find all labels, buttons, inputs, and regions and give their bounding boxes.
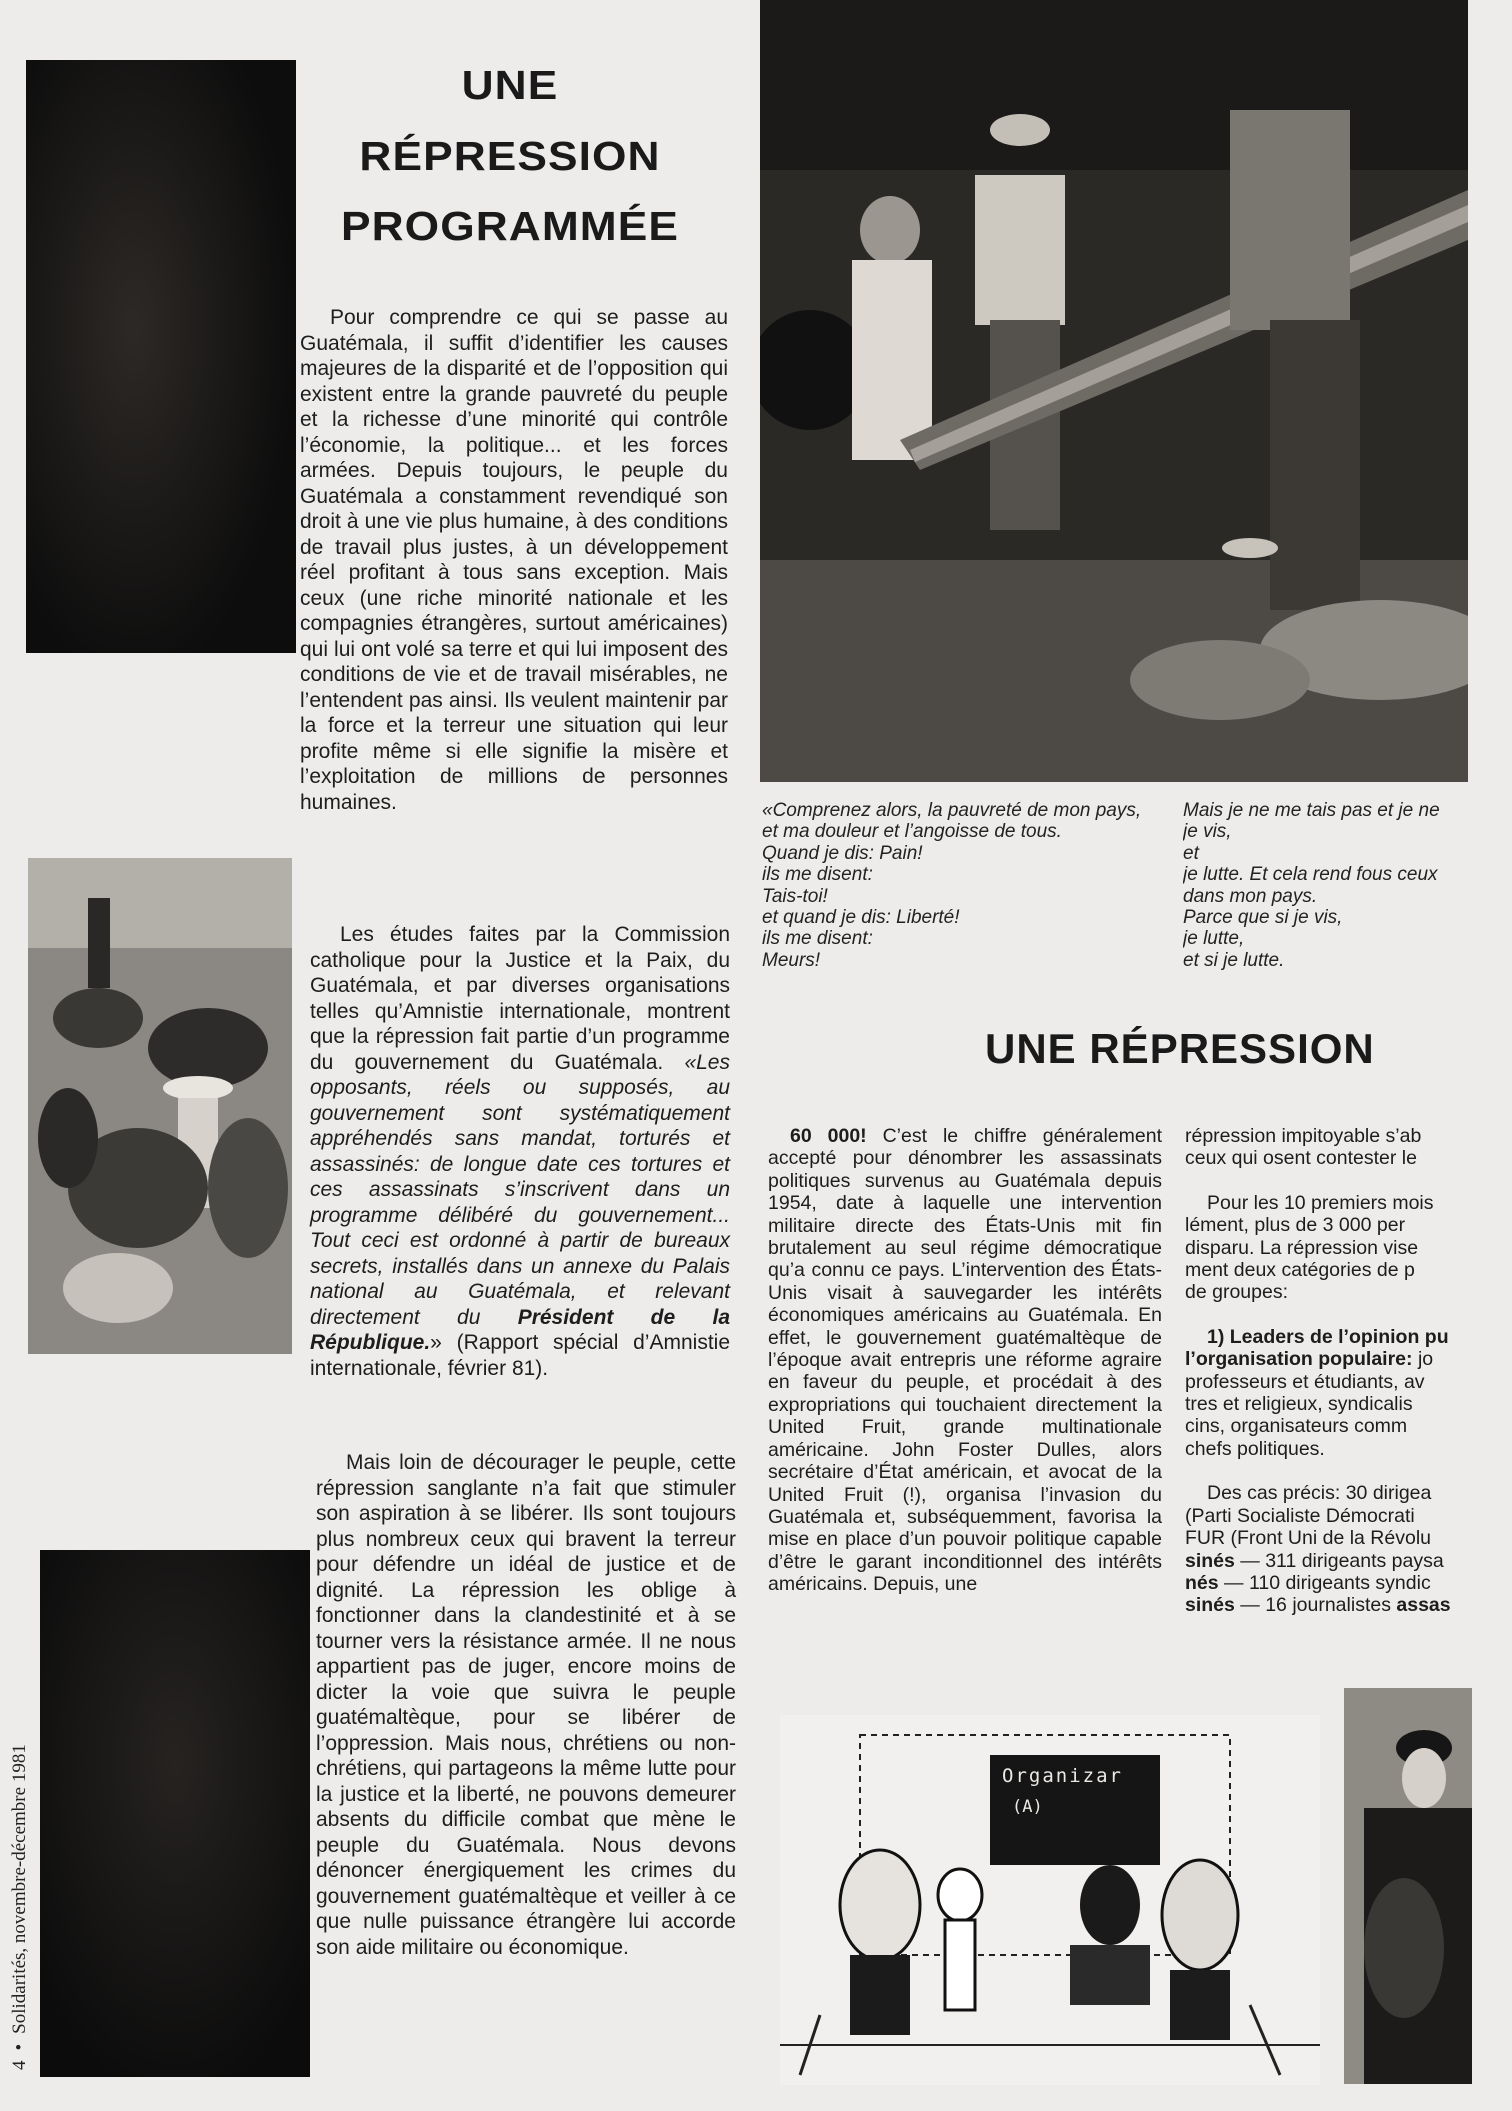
dark-photo-bottom-left xyxy=(40,1550,310,2077)
column-2-bold: assas xyxy=(1396,1594,1451,1617)
poem-line: ils me disent: xyxy=(762,928,873,950)
portrait-photo-bottom-right xyxy=(1344,1688,1472,2084)
second-article-headline: UNE RÉPRESSION xyxy=(985,1025,1375,1072)
poem-line: je vis, xyxy=(1183,821,1232,843)
article-paragraph-1 xyxy=(300,305,728,815)
second-article-column-2 xyxy=(1185,1125,1470,1645)
death-toll-lead: 60 000! xyxy=(790,1125,867,1147)
poem-line: et xyxy=(1183,842,1199,864)
column-2-bold: sinés xyxy=(1185,1594,1235,1617)
column-2-line: cins, organisateurs comm xyxy=(1185,1415,1408,1438)
amnesty-quote-bold: Président de la République. xyxy=(310,1305,731,1354)
poem-line: dans mon pays. xyxy=(1183,885,1318,907)
poem-line: Mais je ne me tais pas et je ne xyxy=(1183,800,1440,821)
article-paragraph-3 xyxy=(316,1450,736,1960)
column-2-line: (Parti Socialiste Démocrati xyxy=(1185,1504,1415,1527)
poem-right-column xyxy=(1183,800,1473,971)
poem-line: Tais-toi! xyxy=(762,885,828,907)
column-2-bold: sinés xyxy=(1185,1549,1235,1572)
amnesty-quote: «Les opposants, réels ou supposés, au gouvernement sont systématiquement appréhendés sans mandat, torturés et assassinés: de longue date ces tortures et ces assassinats s’inscrivent dans un programme délibéré du gouvernement... Tout ceci est ordonné à partir de bureaux secrets, installés dans un annexe du Palais national au Guatémala, et relevant directement du xyxy=(310,1050,730,1329)
column-1-text xyxy=(768,1125,1162,1596)
column-2-line: jo xyxy=(1412,1348,1434,1371)
column-2-line: FUR (Front Uni de la Révolu xyxy=(1185,1527,1431,1550)
headline-line-2: RÉPRESSION xyxy=(359,133,661,179)
leaders-heading-2: l’organisation populaire: xyxy=(1185,1348,1413,1371)
paragraph-2-text xyxy=(310,922,730,1381)
article-paragraph-2 xyxy=(310,922,730,1381)
column-2-line: de groupes: xyxy=(1185,1281,1288,1304)
poem-line: ils me disent: xyxy=(762,864,873,886)
column-2-line: ment deux catégories de p xyxy=(1185,1259,1415,1282)
paragraph-2-intro: Les études faites par la Commission catholique pour la Justice et la Paix, du Guatémala, et par diverses organisations telles qu’Amnistie internationale, montrent que la répression fait partie d’un programme du gouvernement du Guatémala. xyxy=(310,923,730,1074)
column-2-line: Des cas précis: 30 dirigea xyxy=(1207,1482,1432,1505)
poem-line: Quand je dis: Pain! xyxy=(762,842,923,864)
page-folio xyxy=(6,1700,34,2070)
poem-line: et ma douleur et l’angoisse de tous. xyxy=(762,821,1062,843)
column-2-line: — 16 journalistes xyxy=(1234,1594,1397,1617)
column-2-line: — 110 dirigeants syndic xyxy=(1218,1571,1431,1594)
crowd-photo xyxy=(28,858,292,1354)
paragraph-1-text: Pour comprendre ce qui se passe au Guatémala, il suffit d’identifier les causes majeures de la disparité et de l’opposition qui existent entre la grande pauvreté du peuple et la richesse d’une minorité qui contrôle l’économie, la politique... et les forces armées. Depuis toujours, le peuple du Guatémala a constamment revendiqué son droit à une vie plus humaine, à des conditions de travail plus justes, à un développement réel profitant à tous sans exception. Mais ceux (une riche minorité nationale et les compagnies étrangères, surtout américaines) qui lui ont volé sa terre et qui lui imposent des conditions de vie et de travail misérables, ne l’entendent pas ainsi. Ils veulent maintenir par la force et la terreur une situation qui leur profite même si elle signifie la misère et l’exploitation de millions de personnes humaines. xyxy=(300,306,728,814)
classroom-illustration xyxy=(780,1715,1320,2085)
column-2-line: ceux qui osent contester le xyxy=(1185,1147,1417,1170)
column-2-line: lément, plus de 3 000 per xyxy=(1185,1214,1406,1237)
headline-line-3: PROGRAMMÉE xyxy=(340,203,680,249)
poem-line: Parce que si je vis, xyxy=(1183,907,1343,929)
paragraph-3-text: Mais loin de décourager le peuple, cette répression sanglante n’a fait que stimuler son aspiration à se libérer. Ils sont toujours plus nombreux ceux qui bravent la terreur pour défendre un idéal de justice et de dignité. La répression les oblige à fonctionner dans la clandestinité et à se tourner vers la résistance armée. Il ne nous appartient pas de juger, encore moins de dicter la voie que suivra le peuple guatémaltèque, pour se libérer de l’oppression. Mais nous, chrétiens ou non-chrétiens, qui partageons la même lutte pour la justice et la liberté, ne pouvons demeurer absents du difficile combat que mène le peuple du Guatémala. Nous devons dénoncer énergiquement les crimes du gouvernement guatémaltèque et veiller à ce que nulle puissance étrangère lui accorde son aide militaire ou économique. xyxy=(316,1451,736,1959)
column-2-line: professeurs et étudiants, av xyxy=(1185,1370,1425,1393)
leaders-heading: 1) Leaders de l’opinion pu xyxy=(1207,1325,1449,1348)
dark-photo-top-left xyxy=(26,60,296,653)
column-1-body: C’est le chiffre généralement accepté pour dénombrer les assassinats politiques survenus au Guatémala depuis 1954, date à laquelle une intervention militaire directe des États-Unis mit fin brutalement au seul régime démocratique qu’a connu ce pays. L’intervention des États-Unis visait à sauvegarder les intérêts économiques américains au Guatémala. En effet, le gouvernement guatémaltèque de l’époque avait entrepris une réforme agraire en faveur du peuple, et procédait à des expropriations qui touchaient directement la United Fruit, grande multinationale américaine. John Foster Dulles, alors secrétaire d’État américain, et avocat de la United Fruit (!), organisa l’invasion du Guatémala et, subséquemment, favorisa la mise en place d’un pouvoir politique capable d’être le garant inconditionnel des intérêts américains. Depuis, une xyxy=(768,1125,1162,1596)
publication-name: Solidarités, novembre-décembre 1981 xyxy=(9,1744,30,2034)
folio-bullet: • xyxy=(9,2043,30,2051)
column-2-line: tres et religieux, syndicalis xyxy=(1185,1393,1413,1416)
poem-line: je lutte, xyxy=(1183,928,1245,950)
poem-line: je lutte. Et cela rend fous ceux xyxy=(1183,864,1438,886)
column-2-line: — 311 dirigeants paysa xyxy=(1234,1549,1444,1572)
column-2-line: répression impitoyable s’ab xyxy=(1185,1125,1422,1147)
column-2-line: disparu. La répression vise xyxy=(1185,1236,1419,1259)
hammock-photo xyxy=(760,0,1468,782)
page-number: 4 xyxy=(9,2060,30,2070)
poem-line: «Comprenez alors, la pauvreté de mon pays, xyxy=(762,800,1142,821)
article-headline xyxy=(300,58,720,258)
poem-line: et si je lutte. xyxy=(1183,949,1285,971)
amnesty-source: » (Rapport spécial d’Amnistie internationale, février 81). xyxy=(310,1331,730,1380)
second-article-column-1 xyxy=(768,1125,1162,1645)
chalkboard-text: Organizar xyxy=(1002,1765,1123,1787)
poem-left-column xyxy=(762,800,1162,971)
column-2-bold: nés xyxy=(1185,1571,1219,1594)
headline-line-1: UNE xyxy=(461,62,559,108)
chalkboard-subtext: (A) xyxy=(1012,1797,1043,1817)
poem-line: et quand je dis: Liberté! xyxy=(762,907,960,929)
poem-line: Meurs! xyxy=(762,949,821,971)
column-2-line: chefs politiques. xyxy=(1185,1437,1325,1460)
column-2-line: Pour les 10 premiers mois xyxy=(1207,1191,1434,1214)
